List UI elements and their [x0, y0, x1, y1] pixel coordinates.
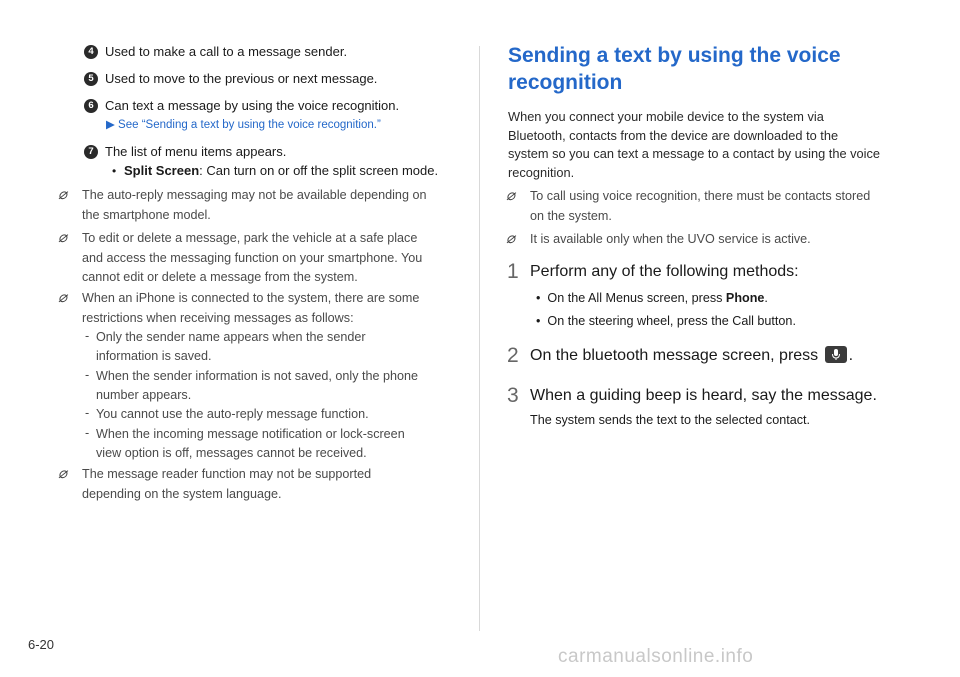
sub-item-1-line1: Only the sender name appears when the sender — [96, 330, 366, 344]
section-heading — [508, 42, 898, 96]
sub-item-3 — [96, 405, 369, 424]
split-screen-term: Split Screen — [124, 163, 200, 178]
note-icon: ⌀ — [58, 228, 68, 246]
note-icon: ⌀ — [506, 229, 516, 247]
dash-marker: - — [85, 329, 90, 343]
note-2-text — [82, 229, 422, 288]
sub-item-4-line1: When the incoming message notification or lock-screen — [96, 427, 405, 441]
sub-item-1-line2: information is saved. — [96, 349, 212, 363]
intro-line4: recognition. — [508, 164, 575, 180]
column-divider — [479, 46, 480, 631]
step-2-text-before: On the bluetooth message screen, press — [530, 347, 819, 364]
sub-item-4-line2: view option is off, messages cannot be received. — [96, 446, 367, 460]
page-number: 6-20 — [28, 637, 55, 652]
item-4-text: Used to make a call to a message sender. — [105, 44, 348, 59]
note-2-line1: To edit or delete a message, park the vehicle at a safe place — [82, 231, 418, 245]
note-3-line2: restrictions when receiving messages as follows: — [82, 310, 354, 325]
note-3-text — [82, 289, 419, 328]
bullet-marker: • — [536, 291, 541, 305]
split-screen-desc: : Can turn on or off the split screen mode. — [199, 163, 439, 178]
step-3-text: When a guiding beep is heard, say the message. — [530, 387, 877, 404]
note-3-line1: When an iPhone is connected to the system, there are some — [82, 291, 420, 305]
step-1-text: Perform any of the following methods: — [530, 263, 799, 280]
step-1-bullet-2 — [536, 312, 796, 330]
bullet-1-before: On the All Menus screen, press — [547, 291, 726, 305]
right-note-1-line1: To call using voice recognition, there must be contacts stored — [530, 189, 871, 203]
step-2-text-after: . — [848, 347, 854, 364]
note-4-line2: depending on the system language. — [82, 486, 282, 501]
intro-line2: Bluetooth, contacts from the device are downloaded to the — [508, 127, 839, 143]
sub-item-2-line2: number appears. — [96, 388, 192, 402]
watermark: carmanualsonline.info — [558, 646, 754, 667]
step-1-bullet-1 — [536, 289, 768, 307]
right-note-2 — [530, 230, 811, 250]
bullet-1-after: . — [764, 291, 768, 305]
callout-badge-5: 5 — [84, 72, 98, 86]
sub-item-4 — [96, 425, 405, 463]
item-7-text: The list of menu items appears. — [105, 144, 287, 159]
sub-item-3-line1: You cannot use the auto-reply message function. — [96, 407, 369, 421]
bullet-marker: • — [112, 164, 117, 178]
note-icon: ⌀ — [58, 185, 68, 203]
callout-badge-6: 6 — [84, 99, 98, 113]
step-3-description: The system sends the text to the selected contact. — [530, 413, 811, 427]
bullet-2-before: On the steering wheel, press the Call button. — [547, 314, 796, 328]
bullet-1-bold: Phone — [725, 291, 765, 305]
mic-icon-glyph — [825, 346, 847, 363]
note-4-line1: The message reader function may not be supported — [82, 467, 372, 481]
dash-marker: - — [85, 406, 90, 420]
callout-badge-4: 4 — [84, 45, 98, 59]
note-1-line2: the smartphone model. — [82, 207, 211, 222]
note-1-text — [82, 186, 426, 225]
step-1-number: 1 — [507, 260, 519, 283]
dash-marker: - — [85, 368, 90, 382]
step-3-number: 3 — [507, 384, 519, 407]
note-icon: ⌀ — [58, 464, 68, 482]
step-2-text — [530, 345, 853, 367]
right-note-2-line1: It is available only when the UVO service is active. — [530, 232, 811, 246]
note-1-line1: The auto-reply messaging may not be available depending on — [82, 188, 427, 202]
note-2-line3: cannot edit or delete a message from the system. — [82, 270, 358, 284]
intro-line1: When you connect your mobile device to the system via — [508, 109, 824, 124]
note-2-line2: and access the messaging function on your smartphone. You — [82, 250, 423, 265]
sub-item-2-line1: When the sender information is not saved, only the phone — [96, 369, 419, 383]
right-note-1-line2: on the system. — [530, 208, 612, 223]
intro-line3: system so you can text a message to a contact by using the voice — [508, 146, 881, 161]
heading-line1: Sending a text by using the voice — [508, 44, 841, 67]
item-6-text: Can text a message by using the voice recognition. — [105, 98, 400, 113]
intro-paragraph — [508, 108, 903, 182]
dash-marker: - — [85, 426, 90, 440]
note-icon: ⌀ — [58, 288, 68, 306]
heading-line2: recognition — [508, 71, 623, 94]
mic-icon[interactable] — [825, 346, 847, 363]
bullet-marker: • — [536, 314, 541, 328]
sub-item-1 — [96, 328, 366, 366]
see-reference-link[interactable]: ▶ See “Sending a text by using the voice recognition.” — [106, 119, 381, 131]
item-5-text: Used to move to the previous or next message. — [105, 71, 378, 86]
right-note-1 — [530, 187, 870, 226]
sub-item-2 — [96, 367, 418, 405]
step-2-number: 2 — [507, 344, 519, 367]
note-icon: ⌀ — [506, 186, 516, 204]
note-4-text — [82, 465, 371, 504]
split-screen-bullet — [124, 162, 438, 180]
callout-badge-7: 7 — [84, 145, 98, 159]
